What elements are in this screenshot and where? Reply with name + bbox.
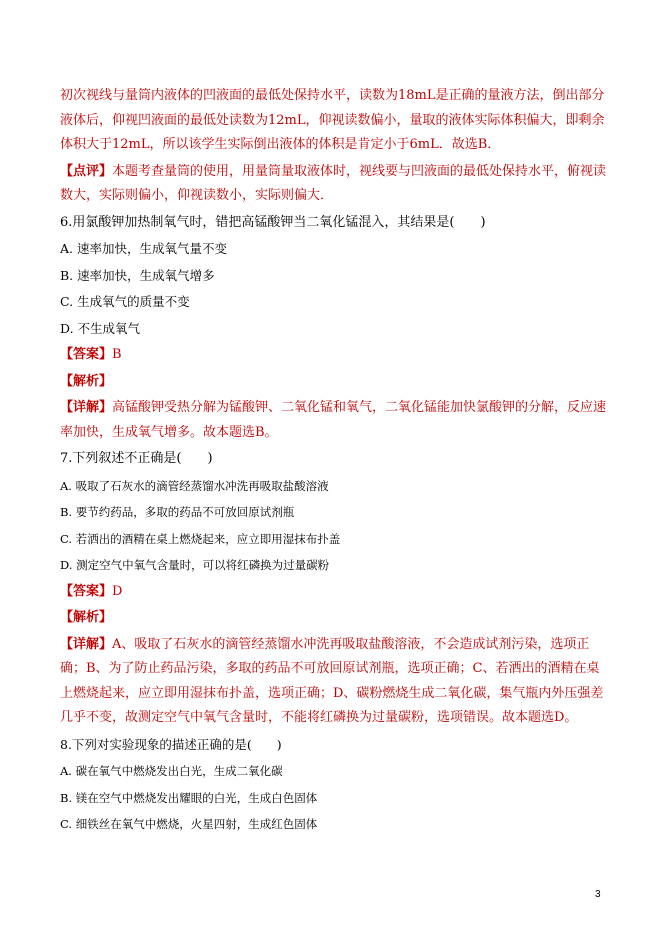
question-7-answer-value: D [112, 583, 123, 599]
comment-tag: 【点评】 [60, 163, 113, 179]
question-6-detail-tag: 【详解】 [60, 400, 113, 415]
question-6-detail [60, 396, 608, 445]
question-6-answer [60, 343, 608, 368]
question-7-detail-text: A、吸取了石灰水的滴管经蒸馏水冲洗再吸取盐酸溶液，不会造成试剂污染，选项正确；B、为了防止药品污染，多取的药品不可放回原试剂瓶，选项正确；C、若洒出的酒精在桌上燃烧起来，应立即用湿抹布扑盖，选项正确；D、碳粉燃烧生成二氧化碳，集气瓶内外压强差几乎不变，故测定空气中氧气含量时，不能将红磷换为过量碳粉，选项错误。故本题选D。 [60, 636, 604, 725]
question-7-option-d: D. 测定空气中氧气含量时，可以将红磷换为过量碳粉 [60, 558, 330, 572]
question-6-analysis-tag: 【解析】 [60, 373, 113, 389]
question-7-option-a: A. 吸取了石灰水的滴管经蒸馏水冲洗再吸取盐酸溶液 [60, 478, 329, 493]
question-7-detail [60, 633, 608, 731]
question-8-option-a: A. 碳在氧气中燃烧发出白光，生成二氧化碳 [60, 764, 283, 778]
question-7-answer-tag: 【答案】 [60, 583, 113, 599]
question-7-answer [60, 580, 608, 605]
comment-text: 本题考查量筒的使用，用量筒量取液体时，视线要与凹液面的最低处保持水平，俯视读数大，实际则偏小，仰视读数小，实际则偏大． [60, 163, 607, 203]
question-7-option-c: C. 若洒出的酒精在桌上燃烧起来，应立即用湿抹布扑盖 [60, 531, 341, 546]
question-7-stem: 7.下列叙述不正确是( ) [60, 451, 213, 466]
question-6-stem: 6.用氯酸钾加热制氧气时，错把高锰酸钾当二氧化锰混入，其结果是( ) [60, 214, 486, 230]
question-6-option-b: B. 速率加快，生成氧气增多 [60, 267, 215, 283]
question-6-answer-value: B [112, 347, 122, 362]
question-6-option-a: A. 速率加快，生成氧气量不变 [60, 241, 227, 256]
question-7-detail-tag: 【详解】 [60, 636, 113, 652]
previous-explanation: 初次视线与量筒内液体的凹液面的最低处保持水平，读数为18mL是正确的量液方法，倒出部分液体后，仰视凹液面的最低处读数为12mL，仰视读数偏小，量取的液体实际体积偏大，即剩余体积大于12mL，所以该学生实际倒出液体的体积是肯定小于6mL．故选B． [60, 88, 605, 152]
question-6-answer-tag: 【答案】 [60, 347, 113, 362]
question-6-option-d: D. 不生成氧气 [60, 320, 141, 336]
question-6-option-c: C. 生成氧气的质量不变 [60, 294, 190, 309]
question-8-option-c: C. 细铁丝在氧气中燃烧，火星四射，生成红色固体 [60, 817, 318, 831]
question-7-option-b: B. 要节约药品，多取的药品不可放回原试剂瓶 [60, 505, 295, 519]
document-page [60, 84, 608, 837]
question-8-option-b: B. 镁在空气中燃烧发出耀眼的白光，生成白色固体 [60, 790, 318, 805]
page-number: 3 [595, 889, 601, 900]
question-8-stem: 8.下列对实验现象的描述正确的是( ) [60, 736, 282, 752]
question-6-detail-text: 高锰酸钾受热分解为锰酸钾、二氧化锰和氧气，二氧化锰能加快氯酸钾的分解，反应速率加快，生成氧气增多。故本题选B。 [60, 400, 607, 440]
comment-paragraph [60, 160, 608, 209]
question-7-analysis-tag: 【解析】 [60, 610, 113, 625]
